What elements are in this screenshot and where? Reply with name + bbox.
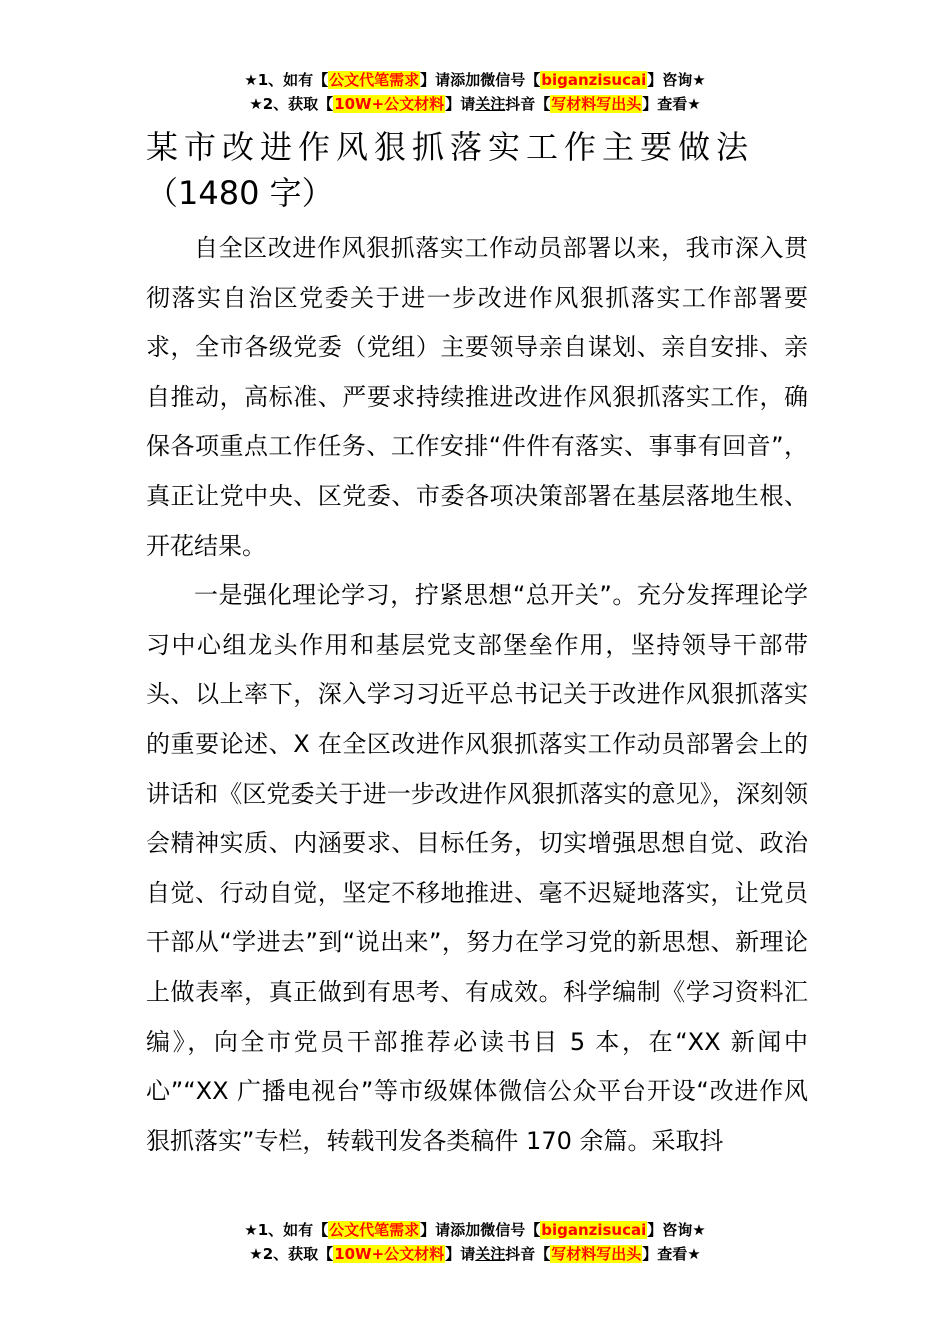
promo-highlight: 10W+公文材料	[334, 1245, 445, 1263]
promo-text: 】请	[445, 95, 476, 113]
promo-emphasis: 关注	[475, 1245, 506, 1263]
promo-text: 微信号【	[480, 1221, 541, 1239]
promo-highlight: 公文代笔需求	[329, 71, 420, 89]
promo-text: 】咨询★	[647, 1221, 706, 1239]
promo-douyin-id: 写材料写出头	[551, 95, 642, 113]
promo-highlight: 10W+公文材料	[334, 95, 445, 113]
promo-line-2	[0, 92, 950, 116]
promo-text: 】查看★	[642, 1245, 701, 1263]
promo-text: 】请添	[420, 71, 466, 89]
promo-line-2	[0, 1242, 950, 1266]
promo-text: 】咨询★	[647, 71, 706, 89]
promo-text: ★2、获取【	[249, 1245, 334, 1263]
document-body	[146, 224, 808, 1166]
top-promo-banner	[0, 68, 950, 116]
promo-text: 】查看★	[642, 95, 701, 113]
paragraph: 一是强化理论学习，拧紧思想“总开关”。充分发挥理论学习中心组龙头作用和基层党支部堡垒作用，坚持领导干部带头、以上率下，深入学习习近平总书记关于改进作风狠抓落实的重要论述、X 在全区改进作风狠抓落实工作动员部署会上的讲话和《区党委关于进一步改进作风狠抓落实的意见》，深刻领会精神实质、内涵要求、目标任务，切实增强思想自觉、政治自觉、行动自觉，坚定不移地推进、毫不迟疑地落实，让党员干部从“学进去”到“说出来”，努力在学习党的新思想、新理论上做表率，真正做到有思考、有成效。科学编制《学习资料汇编》，向全市党员干部推荐必读书目 5 本，在“XX 新闻中心”“XX 广播电视台”等市级媒体微信公众平台开设“改进作风狠抓落实”专栏，转载刊发各类稿件 170 余篇。采取抖	[146, 581, 808, 1155]
bottom-promo-banner	[0, 1218, 950, 1266]
promo-highlight: 公文代笔需求	[329, 1221, 420, 1239]
promo-text: 抖音【	[505, 1245, 551, 1263]
paragraph: 自全区改进作风狠抓落实工作动员部署以来，我市深入贯彻落实自治区党委关于进一步改进作风狠抓落实工作部署要求，全市各级党委（党组）主要领导亲自谋划、亲自安排、亲自推动，高标准、严要求持续推进改进作风狠抓落实工作，确保各项重点工作任务、工作安排“件件有落实、事事有回音”，真正让党中央、区党委、市委各项决策部署在基层落地生根、开花结果。	[146, 234, 808, 560]
title-text: 某市改进作风狠抓落实工作主要做法	[146, 128, 755, 166]
promo-text: ★2、获取【	[249, 95, 334, 113]
word-count: （1480 字）	[146, 174, 334, 212]
document-title	[146, 124, 806, 216]
promo-wechat-id: biganzisucai	[541, 1221, 647, 1239]
promo-wechat-id: biganzisucai	[541, 71, 647, 89]
promo-emphasis: 关注	[475, 95, 506, 113]
promo-line-1	[0, 1218, 950, 1242]
promo-text: 微信号【	[480, 71, 541, 89]
promo-douyin-id: 写材料写出头	[551, 1245, 642, 1263]
promo-line-1	[0, 68, 950, 92]
promo-text: 】请	[445, 1245, 476, 1263]
promo-emphasis: 加	[465, 1221, 481, 1239]
promo-emphasis: 加	[465, 71, 481, 89]
promo-text: ★1、如有【	[244, 1221, 329, 1239]
promo-text: 】请添	[420, 1221, 466, 1239]
promo-text: ★1、如有【	[244, 71, 329, 89]
promo-text: 抖音【	[505, 95, 551, 113]
